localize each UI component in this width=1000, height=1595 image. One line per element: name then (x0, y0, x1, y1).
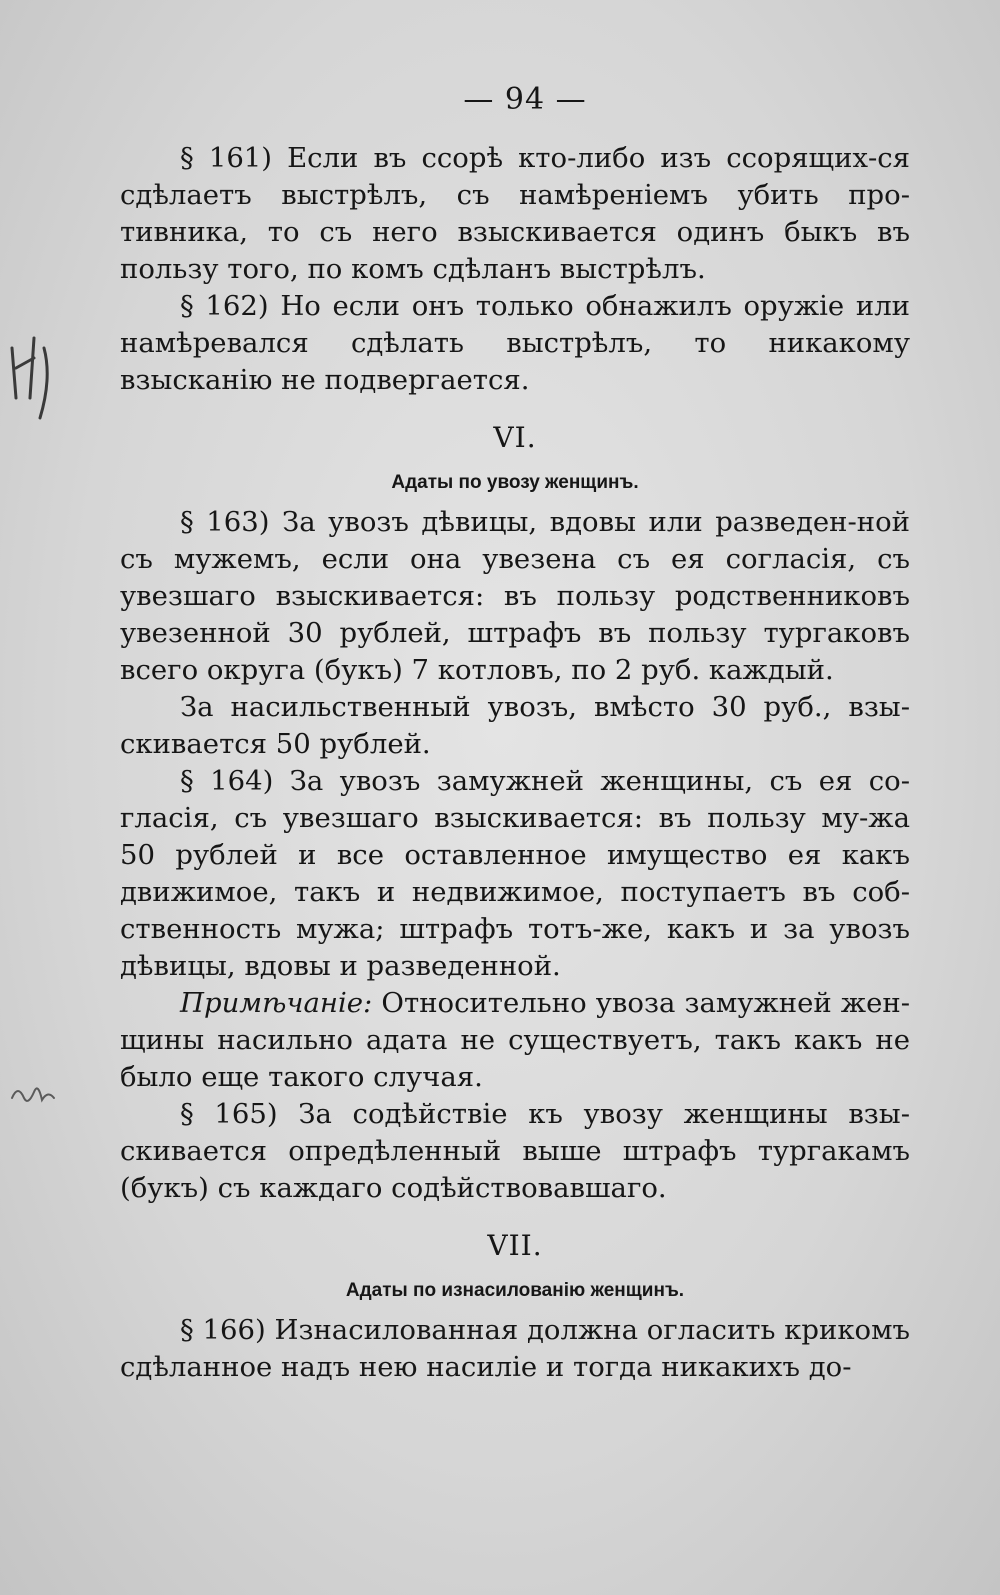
section-title-vi: Адаты по увозу женщинъ. (391, 472, 639, 493)
paragraph-161: § 161) Если въ ссорѣ кто-либо изъ ссорящих-ся сдѣлаетъ выстрѣлъ, съ намѣренiемъ убить про-тивника, то съ него взыскивается одинъ быкъ въ пользу того, по комъ сдѣланъ выстрѣлъ. (120, 142, 910, 285)
handwritten-margin-note (8, 1078, 68, 1108)
paragraph-163-violent: За насильственный увозъ, вмѣсто 30 руб., взы-скивается 50 рублей. (120, 691, 910, 760)
paragraph-163: § 163) За увозъ дѣвицы, вдовы или разведен-ной съ мужемъ, если она увезена съ ея согласiя, съ увезшаго взыскивается: въ пользу родственниковъ увезенной 30 рублей, штрафъ въ пользу тургаковъ всего округа (букъ) 7 котловъ, по 2 руб. каждый. (120, 506, 910, 686)
note-text: Относительно увоза замужней жен-щины насильно адата не существуетъ, такъ какъ не было еще такого случая. (120, 987, 910, 1093)
section-number-vi: VI. (493, 421, 537, 454)
paragraph-166: § 166) Изнасилованная должна огласить крикомъ сдѣланное надъ нею насилiе и тогда никакихъ до- (120, 1314, 910, 1383)
paragraph-164: § 164) За увозъ замужней женщины, съ ея со-гласiя, съ увезшаго взыскивается: въ пользу му-жа 50 рублей и все оставленное имущество ея какъ движимое, такъ и недвижимое, поступаетъ въ соб-ственность мужа; штрафъ тотъ-же, какъ и за увозъ дѣвицы, вдовы и разведенной. (120, 765, 910, 982)
note-label: Примѣчанiе: (180, 987, 373, 1019)
paragraph-165: § 165) За содѣйствiе къ увозу женщины взы-скивается опредѣленный выше штрафъ тургакамъ (букъ) съ каждаго содѣйствовавшаго. (120, 1098, 910, 1204)
paragraph-162: § 162) Но если онъ только обнажилъ оружiе или намѣревался сдѣлать выстрѣлъ, то никакому взысканiю не подвергается. (120, 290, 910, 396)
section-number-vii: VII. (487, 1229, 543, 1262)
section-title-vii: Адаты по изнасилованiю женщинъ. (345, 1280, 685, 1301)
page-number: — 94 — (463, 82, 587, 117)
handwritten-margin-mark (4, 328, 64, 428)
note-paragraph (120, 985, 910, 1096)
body-text (120, 140, 910, 1386)
